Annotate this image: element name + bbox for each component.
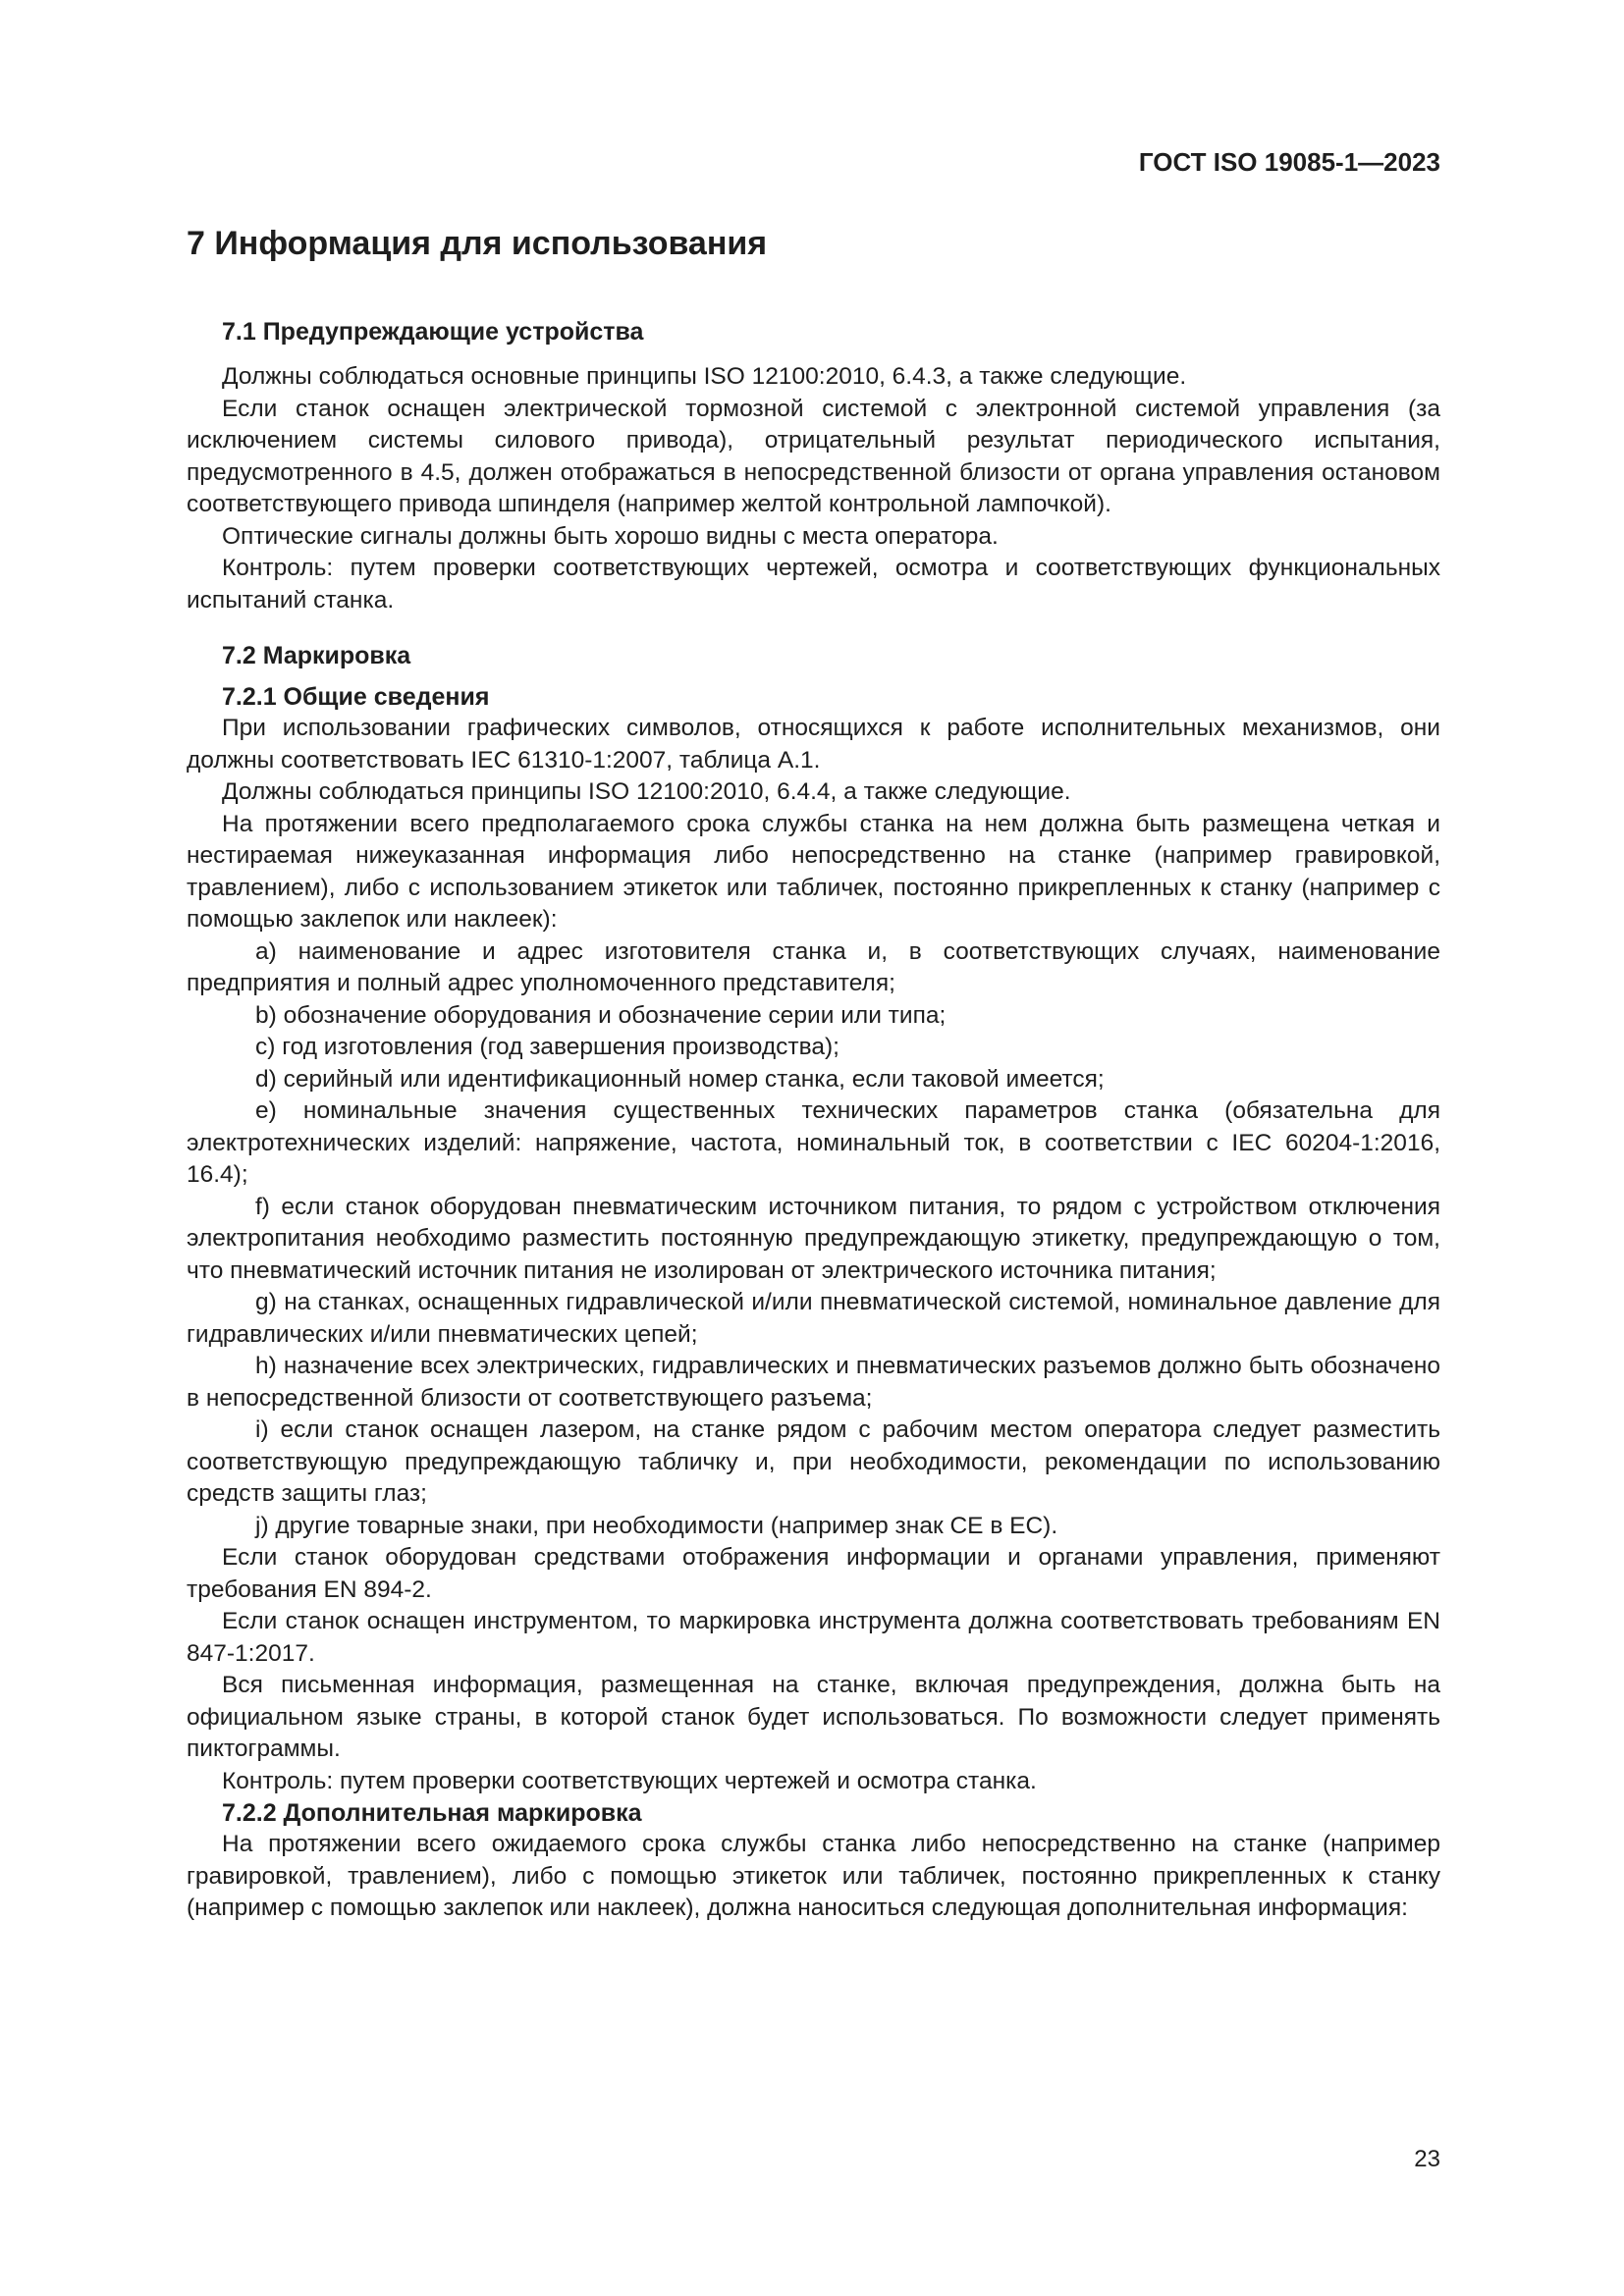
section-title: 7 Информация для использования bbox=[187, 225, 768, 262]
list-item: e) номинальные значения существенных технических параметров станка (обязательна для электротехнических изделий: напряжение, частота, номинальный ток, в соответствии с IEC 60204-1:2016, 16.4); bbox=[187, 1097, 1440, 1188]
list-item: f) если станок оборудован пневматическим источником питания, то рядом с устройством отключения электропитания необходимо разместить постоянную предупреждающую этикетку, предупреждающую о том, что пневматический источник питания не изолирован от электрического источника питания; bbox=[187, 1193, 1440, 1284]
subsection-title-7-2-1: 7.2.1 Общие сведения bbox=[222, 683, 490, 711]
paragraph: Если станок оснащен инструментом, то маркировка инструмента должна соответствовать требованиям EN 847-1:2017. bbox=[187, 1608, 1440, 1667]
list-item: g) на станках, оснащенных гидравлической и/или пневматической системой, номинальное давление для гидравлических и/или пневматических цепей; bbox=[187, 1289, 1440, 1348]
paragraph: Вся письменная информация, размещенная на станке, включая предупреждения, должна быть на официальном языке страны, в которой станок будет использоваться. По возможности следует применять пиктограммы. bbox=[187, 1672, 1440, 1762]
paragraph: Если станок оснащен электрической тормозной системой с электронной системой управления (за исключением системы силового привода), отрицательный результат периодического испытания, предусмотренного в 4.5, должен отображаться в непосредственной близости от органа управления остановом соответствующего привода шпинделя (например желтой контрольной лампочкой). bbox=[187, 395, 1440, 517]
paragraph: Контроль: путем проверки соответствующих чертежей, осмотра и соответствующих функциональных испытаний станка. bbox=[187, 555, 1440, 614]
paragraph: Оптические сигналы должны быть хорошо видны с места оператора. bbox=[222, 522, 999, 550]
paragraph: На протяжении всего предполагаемого срока службы станка на нем должна быть размещена четкая и нестираемая нижеуказанная информация либо непосредственно на станке (например гравировкой, травлением), либо с использованием этикеток или табличек, постоянно прикрепленных к станку (например с помощью заклепок или наклеек): bbox=[187, 810, 1440, 933]
list-item: i) если станок оснащен лазером, на станке рядом с рабочим местом оператора следует разместить соответствующую предупреждающую табличку и, при необходимости, рекомендации по использованию средств защиты глаз; bbox=[187, 1416, 1440, 1507]
page-number: 23 bbox=[1414, 2146, 1440, 2172]
document-body bbox=[187, 224, 1440, 1925]
paragraph: Если станок оборудован средствами отображения информации и органами управления, применяют требования EN 894-2. bbox=[187, 1544, 1440, 1603]
subsection-title-7-2-2: 7.2.2 Дополнительная маркировка bbox=[222, 1799, 642, 1827]
list-item: h) назначение всех электрических, гидравлических и пневматических разъемов должно быть обозначено в непосредственной близости от соответствующего разъема; bbox=[187, 1353, 1440, 1412]
list-item: a) наименование и адрес изготовителя станка и, в соответствующих случаях, наименование предприятия и полный адрес уполномоченного представителя; bbox=[187, 937, 1440, 996]
list-item: c) год изготовления (год завершения производства); bbox=[255, 1034, 839, 1060]
list-item: j) другие товарные знаки, при необходимости (например знак CE в ЕС). bbox=[255, 1512, 1058, 1539]
paragraph: На протяжении всего ожидаемого срока службы станка либо непосредственно на станке (например гравировкой, травлением), либо с помощью этикеток или табличек, постоянно прикрепленных к станку (например с помощью заклепок или наклеек), должна наноситься следующая дополнительная информация: bbox=[187, 1831, 1440, 1921]
paragraph: При использовании графических символов, относящихся к работе исполнительных механизмов, они должны соответствовать IEC 61310-1:2007, таблица А.1. bbox=[187, 715, 1440, 774]
list-item: d) серийный или идентификационный номер станка, если таковой имеется; bbox=[255, 1065, 1105, 1093]
paragraph: Должны соблюдаться основные принципы ISO 12100:2010, 6.4.3, а также следующие. bbox=[222, 363, 1187, 390]
subsection-title-7-1: 7.1 Предупреждающие устройства bbox=[222, 318, 644, 346]
list-item: b) обозначение оборудования и обозначение серии или типа; bbox=[255, 1001, 947, 1029]
document-header: ГОСТ ISO 19085-1—2023 bbox=[1138, 147, 1440, 177]
subsection-title-7-2: 7.2 Маркировка bbox=[222, 642, 411, 669]
paragraph: Контроль: путем проверки соответствующих чертежей и осмотра станка. bbox=[222, 1767, 1037, 1794]
paragraph: Должны соблюдаться принципы ISO 12100:2010, 6.4.4, а также следующие. bbox=[222, 778, 1071, 805]
